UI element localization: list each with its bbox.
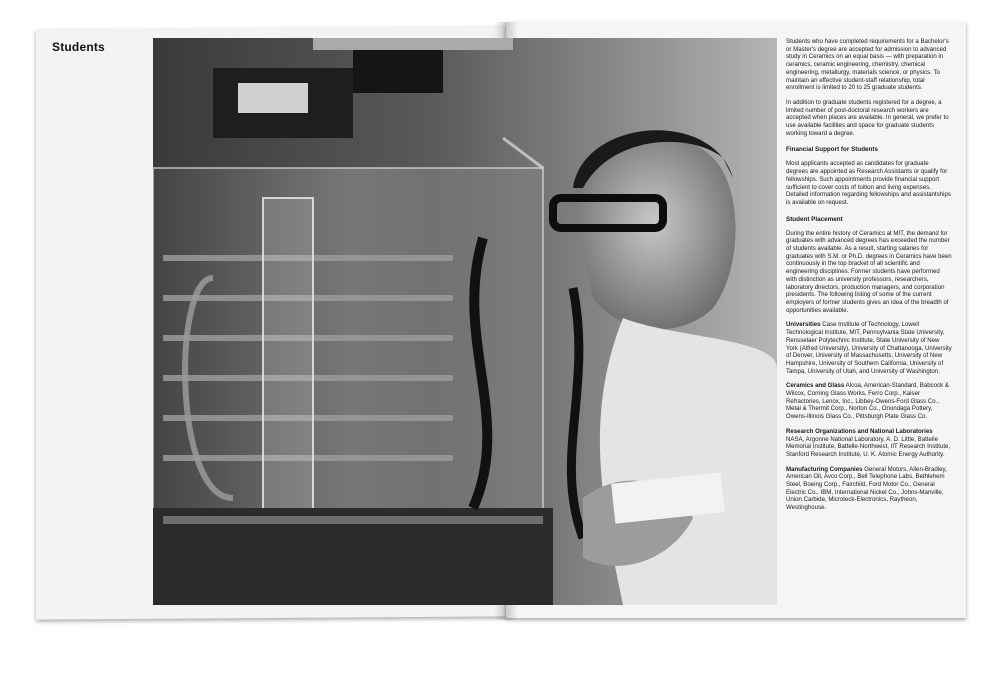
lab-photograph-illustration	[153, 38, 777, 605]
employers-ceramics-glass-text: Alcoa, American-Standard, Babcock & Wilcox, Corning Glass Works, Ferro Corp., Kaiser Refractories, Lenox, Inc., Libbey-Owens-Ford Glass Co., Metal & Thermit Corp., Norton Co., Onondaga Pottery, Owens-Illinois Glass Co., Pittsburgh Plate Glass Co.	[786, 382, 949, 421]
employers-universities-text: Case Institute of Technology, Lowell Technological Institute, MIT, Pennsylvania State University, Rensselaer Polytechnic Institute, State University of New York (Alfred University), University of Chattanooga, University of Denver, University of Massachusetts, University of New Hampshire, University of Southern California, University of Tampa, University of Utah, and University of Washington.	[786, 321, 952, 375]
employers-ceramics-glass-label: Ceramics and Glass	[786, 382, 845, 390]
body-text-column	[786, 38, 952, 519]
employers-research-labs	[786, 428, 952, 459]
employers-manufacturing-label: Manufacturing Companies	[786, 465, 863, 473]
student-placement-heading: Student Placement	[786, 215, 843, 223]
financial-support-text: Most applicants accepted as candidates for graduate degrees are appointed as Research Assistants or qualify for fellowships. Such appointments provide financial support sufficient to cover costs of tuition and living expenses. Detailed information regarding fellowships and assistantships is available on request.	[786, 160, 951, 206]
employers-research-labs-label: Research Organizations and National Laboratories	[786, 427, 933, 435]
employers-universities-label: Universities	[786, 321, 821, 329]
lab-photograph	[153, 38, 777, 605]
intro-paragraph-1: Students who have completed requirements for a Bachelor's or Master's degree are accepted for admission to advanced study in Ceramics on an equal basis — with preparation in ceramics, ceramic engineering, chemistry, chemical engineering, metallurgy, materials science, or physics. To maintain an effective student-staff relationship, total enrollment is limited to 20 to 25 graduate students.	[786, 38, 949, 92]
employers-universities	[786, 321, 952, 375]
employers-manufacturing	[786, 466, 952, 512]
employers-manufacturing-text: General Motors, Allen-Bradley, American Oil, Avco Corp., Bell Telephone Labs, Bethlehem Steel, Boeing Corp., Fairchild, Ford Motor Co., General Electric Co., IBM, International Nickel Co., Johns-Manville, Union Carbide, Microteck-Electronics, Raytheon, Westinghouse.	[786, 465, 947, 512]
employers-research-labs-text: NASA, Argonne National Laboratory, A. D. Little, Battelle Memorial Institute, Battelle-Northwest, IIT Research Institute, Stanford Research Institute, U. K. Atomic Energy Authority.	[786, 435, 951, 458]
student-placement-text: During the entire history of Ceramics at MIT, the demand for graduates with advanced degrees has exceeded the number of students available. As a result, starting salaries for graduates with S.M. or Ph.D. degrees in Ceramics have been continuously in the top bracket of all scientific and engineering disciplines. Former students have performed with distinction as university professors, researchers, laboratory directors, production managers, and corporation presidents. The following listing of some of the current employers of former students gives an idea of the breadth of opportunities available.	[786, 229, 952, 314]
financial-support-heading: Financial Support for Students	[786, 146, 879, 154]
intro-paragraph-2: In addition to graduate students registered for a degree, a limited number of post-doctoral research workers are accepted when places are available. In general, we prefer to use available facilities and space for graduate students working toward a degree.	[786, 98, 949, 137]
section-title: Students	[52, 40, 105, 54]
employers-ceramics-glass	[786, 382, 952, 421]
